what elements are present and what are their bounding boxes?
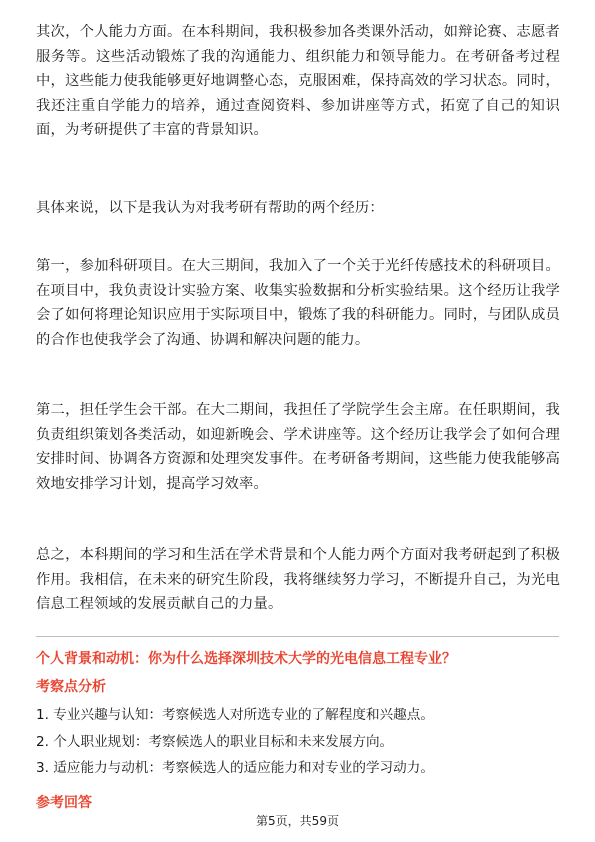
reference-answer-heading: 参考回答 [36,795,92,811]
body-paragraph-student-union: 第二，担任学生会干部。在大二期间，我担任了学院学生会主席。在任职期间，我负责组织策划各类活动，如迎新晚会、学术讲座等。这个经历让我学会了如何合理安排时间、协调各方资源和处理突发事件。在考研备考期间，这些能力使我能够高效地安排学习计划，提高学习效率。 [36,402,560,492]
analysis-point: 3. 适应能力与动机：考察候选人的适应能力和对专业的学习动力。 [36,760,434,776]
body-paragraph-research-project: 第一，参加科研项目。在大三期间，我加入了一个关于光纤传感技术的科研项目。在项目中，我负责设计实验方案、收集实验数据和分析实验结果。这个经历让我学会了如何将理论知识应用于实际项目中，锻炼了我的科研能力。同时，与团队成员的合作也使我学会了沟通、协调和解决问题的能力。 [36,258,560,348]
question-title: 个人背景和动机：你为什么选择深圳技术大学的光电信息工程专业？ [36,651,456,667]
body-paragraph-conclusion: 总之，本科期间的学习和生活在学术背景和个人能力两个方面对我考研起到了积极作用。我相信，在未来的研究生阶段，我将继续努力学习，不断提升自己，为光电信息工程领域的发展贡献自己的力量。 [36,547,560,613]
analysis-point: 1. 专业兴趣与认知：考察候选人对所选专业的了解程度和兴趣点。 [36,707,434,723]
analysis-point: 2. 个人职业规划：考察候选人的职业目标和未来发展方向。 [36,733,394,750]
body-paragraph-personal-ability: 其次，个人能力方面。在本科期间，我积极参加各类课外活动，如辩论赛、志愿者服务等。这些活动锻炼了我的沟通能力、组织能力和领导能力。在考研备考过程中，这些能力使我能够更好地调整心态，克服困难，保持高效的学习状态。同时，我还注重自学能力的培养，通过查阅资料、参加讲座等方式，拓宽了自己的知识面，为考研提供了丰富的背景知识。 [36,24,560,139]
analysis-heading: 考察点分析 [36,679,106,695]
body-paragraph-intro-experiences: 具体来说，以下是我认为对我考研有帮助的两个经历： [36,200,384,216]
section-divider [36,636,559,637]
page-number-footer: 第5页，共59页 [256,814,339,828]
analysis-points-list [36,702,560,782]
